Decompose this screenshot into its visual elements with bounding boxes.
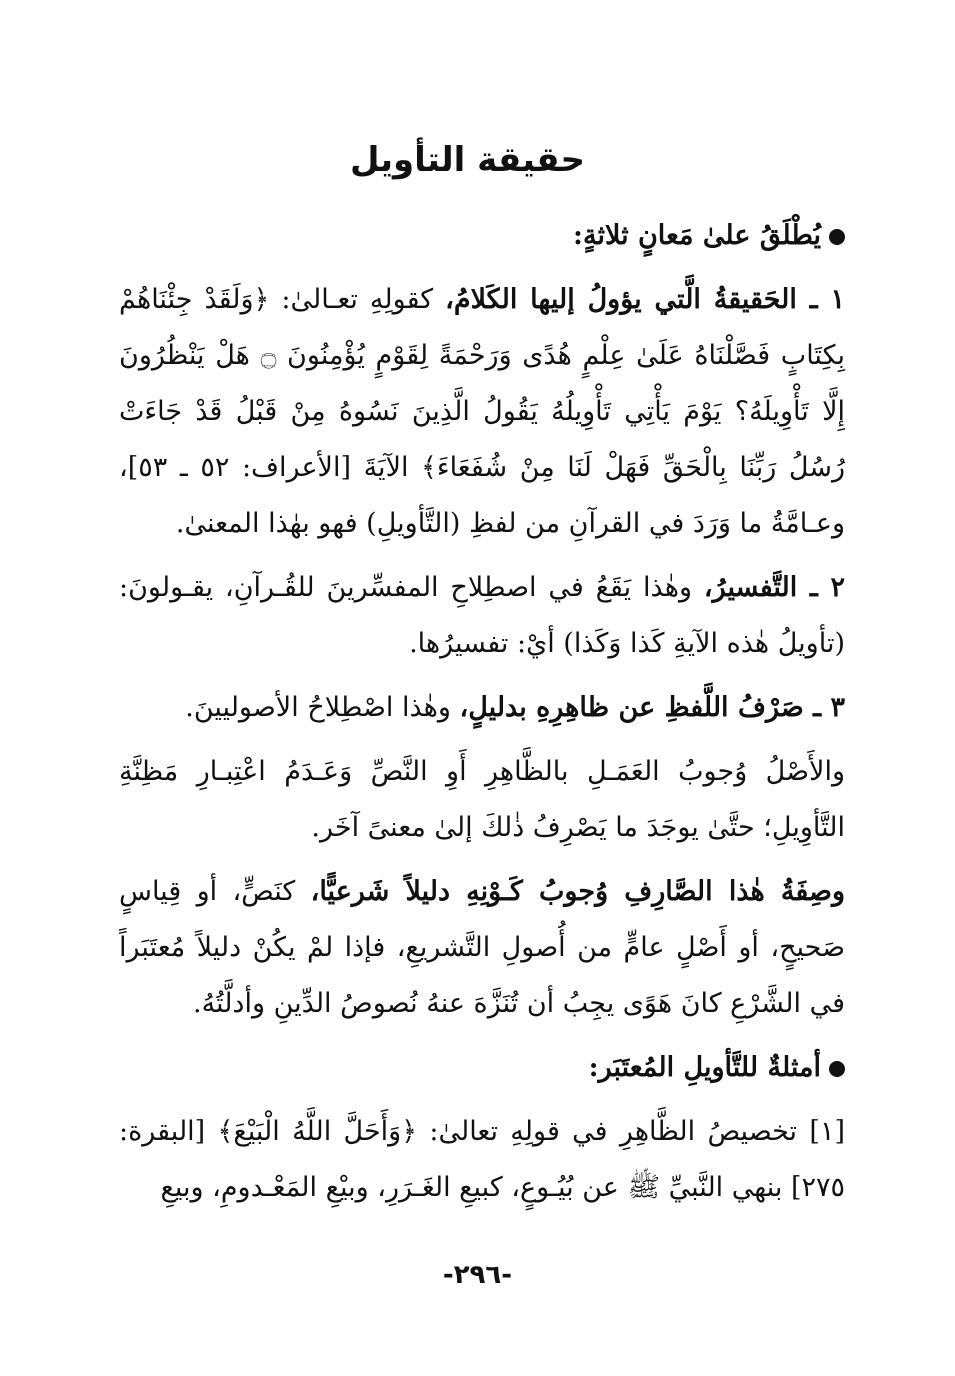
- condition-paragraph: [119, 864, 845, 1032]
- examples-heading: [119, 1040, 845, 1096]
- principle-paragraph: والأَصْلُ وُجوبُ العَمَـلِ بالظَّاهِرِ أَوِ النَّصِّ وَعَـدَمُ اعْتِبـارِ مَظِنَّةِ التَّأوِيلِ؛ حتَّىٰ يوجَدَ ما يَصْرِفُ ذٰلكَ إلىٰ معنىً آخَر.: [119, 756, 845, 843]
- meanings-heading: [119, 208, 845, 264]
- meaning-3-lead: ٣ ـ صَرْفُ اللَّفظِ عن ظاهِرِهِ بدليلٍ،: [459, 692, 845, 723]
- examples-heading-text: أمثلةٌ للتَّأويلِ المُعتَبَر:: [588, 1052, 821, 1083]
- meaning-1-body: كقولِهِ تعـالىٰ: ﴿وَلَقَدْ جِئْنَاهُمْ بِكِتَابٍ فَصَّلْنَاهُ عَلَىٰ عِلْمٍ هُدًى وَرَحْمَةً لِقَوْمٍ يُؤْمِنُونَ ۝ هَلْ يَنْظُرُونَ إِلَّا تَأْوِيلَهُ؟ يَوْمَ يَأْتِي تَأْوِيلُهُ يَقُولُ الَّذِينَ نَسُوهُ مِنْ قَبْلُ قَدْ جَاءَتْ رُسُلُ رَبِّنَا بِالْحَقِّ فَهَلْ لَنَا مِنْ شُفَعَاءَ﴾ الآيَةَ [الأعراف: ٥٢ ـ ٥٣]، وعـامَّةُ ما وَرَدَ في القرآنِ من لفظِ (التَّأويلِ) فهو بهٰذا المعنىٰ.: [119, 284, 846, 539]
- meaning-1-lead: ١ ـ الحَقيقةُ الَّتي يؤولُ إليها الكَلامُ،: [445, 284, 845, 315]
- body-text: [119, 208, 845, 1224]
- meaning-3-paragraph: [119, 680, 845, 736]
- condition-lead: وصِفَةُ هٰذا الصَّارِفِ وُجوبُ كَـوْنِهِ دليلاً شَرعيًّا،: [310, 876, 845, 907]
- page-number: -٢٩٦-: [442, 1260, 513, 1290]
- meanings-heading-text: يُطْلَقُ علىٰ مَعانٍ ثلاثةٍ:: [573, 220, 821, 251]
- meaning-2-paragraph: [119, 560, 845, 672]
- meaning-2-lead: ٢ ـ التَّفسيرُ،: [703, 572, 846, 603]
- example-1-paragraph: [١] تخصيصُ الظَّاهِرِ في قولِهِ تعالىٰ: ﴿وَأَحَلَّ اللَّهُ الْبَيْعَ﴾ [البقرة: ٢٧٥] بنهي النَّبيِّ ﷺ عن بُيُـوعٍ، كبيعِ الغَـرَرِ، وبيْعِ المَعْـدومِ، وبيعِ: [119, 1116, 845, 1203]
- bullet-icon: [829, 1061, 845, 1077]
- page-title: حقيقة التأويل: [349, 140, 586, 180]
- meaning-1-paragraph: [119, 272, 845, 552]
- condition-body: كنَصٍّ، أو قِياسٍ صَحيحٍ، أو أَصْلٍ عامٍّ من أُصولِ التَّشريعِ، فإذا لمْ يكُنْ دليلاً مُعتَبَراً في الشَّرْعِ كانَ هَوًى يجِبُ أن تُنَزَّهَ عنهُ نُصوصُ الدِّينِ وأدلَّتُهُ.: [119, 876, 845, 1019]
- bullet-icon: [829, 229, 845, 245]
- meaning-3-body: وهٰذا اصْطِلاحُ الأصوليينَ.: [185, 692, 460, 723]
- meaning-2-body: وهٰذا يَقَعُ في اصطِلاحِ المفسِّرينَ للقُـرآنِ، يقـولونَ: (تأويلُ هٰذه الآيةِ كَذا وَكَذا) أيْ: تفسيرُها.: [119, 572, 845, 659]
